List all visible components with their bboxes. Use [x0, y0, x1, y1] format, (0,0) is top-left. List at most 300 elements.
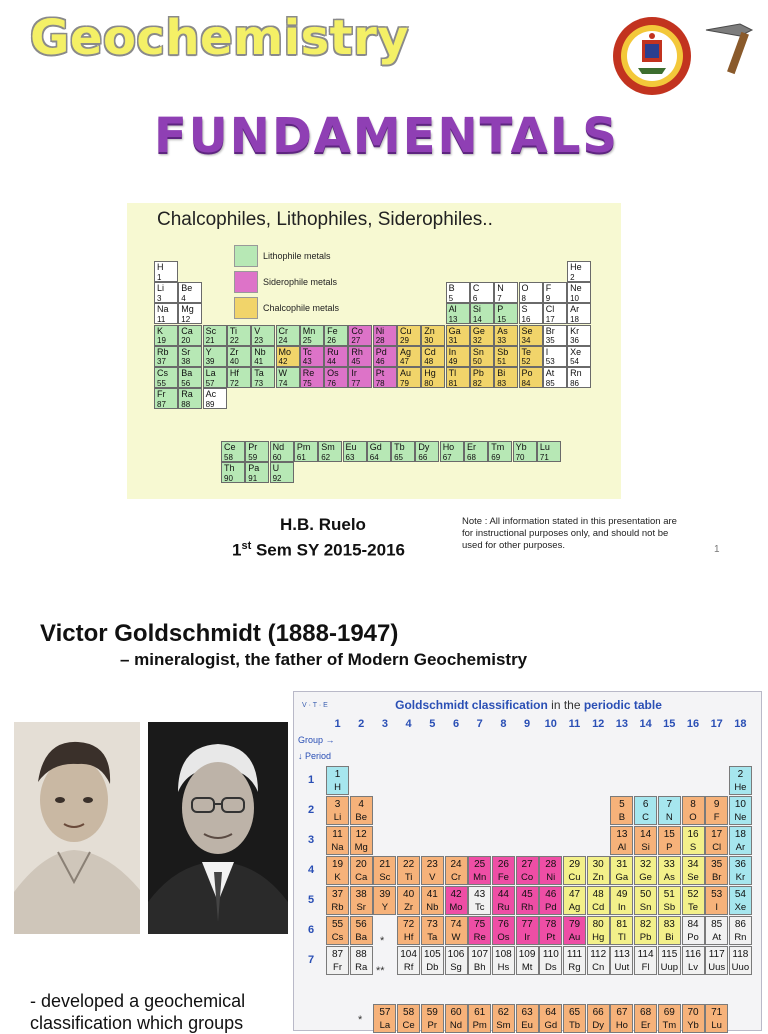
element-symbol: Os — [327, 368, 339, 378]
element-symbol: Po — [687, 932, 699, 943]
element-cell[interactable] — [539, 916, 562, 945]
element-cell[interactable] — [729, 916, 752, 945]
element-cell[interactable] — [350, 826, 373, 855]
element-symbol: Pd — [544, 902, 557, 913]
element-number: 83 — [663, 919, 675, 930]
element-symbol: In — [617, 902, 626, 913]
element-cell[interactable] — [610, 796, 633, 825]
element-cell[interactable] — [421, 886, 444, 915]
element-symbol: As — [497, 325, 508, 336]
element-symbol: Cs — [157, 368, 168, 378]
element-symbol: Tm — [662, 1020, 677, 1031]
group-number[interactable]: 2 — [358, 718, 365, 730]
element-number: 60 — [272, 452, 282, 462]
element-cell[interactable] — [610, 1004, 633, 1033]
element-number: 38 — [355, 889, 367, 900]
element-cell[interactable] — [350, 856, 373, 885]
group-number[interactable]: 1 — [334, 718, 341, 730]
element-number: 91 — [248, 473, 258, 483]
element-cell[interactable] — [492, 946, 515, 975]
element-number: 85 — [545, 378, 555, 388]
element-cell[interactable] — [610, 856, 633, 885]
element-symbol: P — [666, 842, 673, 853]
element-cell[interactable] — [658, 796, 681, 825]
element-number: 36 — [570, 336, 579, 346]
element-symbol: Te — [687, 902, 699, 913]
element-number: 18 — [734, 829, 746, 840]
element-number: 13 — [616, 829, 628, 840]
element-number: 37 — [331, 889, 344, 900]
element-symbol: Fe — [327, 325, 338, 336]
element-cell — [367, 441, 391, 462]
element-cell — [397, 346, 421, 367]
period-number[interactable]: 4 — [307, 864, 315, 876]
element-cell[interactable] — [729, 856, 752, 885]
element-cell[interactable] — [682, 826, 705, 855]
element-cell[interactable] — [516, 1004, 539, 1033]
element-symbol: Ar — [570, 304, 580, 315]
element-number: 82 — [640, 919, 652, 930]
element-symbol: At — [545, 368, 555, 378]
element-cell[interactable] — [326, 826, 349, 855]
group-number[interactable]: 8 — [500, 718, 507, 730]
element-symbol: Rn — [570, 368, 582, 378]
element-cell[interactable] — [492, 886, 515, 915]
element-cell[interactable] — [682, 796, 705, 825]
group-number[interactable]: 5 — [429, 718, 436, 730]
element-cell — [227, 325, 251, 346]
element-symbol: Nb — [426, 902, 439, 913]
element-number: 13 — [448, 314, 458, 324]
element-cell[interactable] — [350, 946, 373, 975]
element-number: 22 — [229, 336, 239, 346]
group-number[interactable]: 6 — [452, 718, 460, 730]
element-cell[interactable] — [350, 916, 373, 945]
element-symbol: Mt — [521, 962, 533, 973]
element-cell — [421, 367, 445, 388]
element-number: 43 — [474, 889, 486, 900]
element-cell[interactable] — [326, 946, 349, 975]
element-number: 40 — [403, 889, 415, 900]
element-cell[interactable] — [445, 1004, 468, 1033]
element-cell[interactable] — [468, 946, 491, 975]
element-cell — [324, 325, 348, 346]
element-cell — [154, 325, 178, 346]
element-cell — [178, 367, 202, 388]
element-cell[interactable] — [634, 886, 657, 915]
element-cell[interactable] — [658, 946, 681, 975]
element-cell — [519, 325, 543, 346]
element-number: 17 — [711, 829, 723, 840]
element-cell — [251, 325, 275, 346]
element-cell[interactable] — [634, 946, 657, 975]
element-cell[interactable] — [445, 856, 468, 885]
element-symbol: Sr — [356, 902, 366, 913]
element-cell — [494, 325, 518, 346]
element-cell[interactable] — [682, 886, 705, 915]
element-cell[interactable] — [539, 946, 562, 975]
element-cell — [494, 346, 518, 367]
element-cell[interactable] — [705, 886, 728, 915]
element-symbol: Eu — [521, 1020, 533, 1031]
element-cell[interactable] — [516, 946, 539, 975]
element-cell[interactable] — [682, 916, 705, 945]
element-symbol: N — [497, 283, 504, 294]
element-number: 64 — [369, 452, 379, 462]
chalcophile-periodic-table-figure — [127, 203, 621, 499]
group-number[interactable]: 14 — [639, 718, 652, 730]
element-cell[interactable] — [658, 826, 681, 855]
element-symbol: Rh — [521, 902, 534, 913]
element-number: 50 — [472, 357, 482, 367]
element-symbol: At — [712, 932, 722, 943]
element-cell[interactable] — [563, 946, 586, 975]
element-symbol: Ta — [427, 932, 438, 943]
legend-swatch — [234, 245, 258, 267]
element-cell[interactable] — [658, 886, 681, 915]
element-cell — [470, 367, 494, 388]
element-symbol: Fl — [641, 962, 650, 973]
element-symbol: Co — [351, 325, 363, 336]
element-cell[interactable] — [587, 946, 610, 975]
element-cell[interactable] — [682, 856, 705, 885]
element-cell[interactable] — [445, 886, 468, 915]
element-symbol: Mg — [354, 842, 368, 853]
element-cell[interactable] — [468, 916, 491, 945]
figure-title: Chalcophiles, Lithophiles, Siderophiles.. — [157, 209, 493, 230]
element-cell[interactable] — [705, 1004, 728, 1033]
element-number: 38 — [181, 357, 191, 367]
element-cell[interactable] — [563, 1004, 586, 1033]
element-number: 45 — [521, 889, 533, 900]
group-number[interactable]: 15 — [663, 718, 676, 730]
element-number: 16 — [687, 829, 699, 840]
element-cell[interactable] — [421, 946, 444, 975]
element-cell — [446, 325, 470, 346]
element-number: 88 — [355, 949, 367, 960]
element-cell[interactable] — [326, 886, 349, 915]
element-cell — [446, 303, 470, 324]
group-number[interactable]: 7 — [476, 718, 483, 730]
element-cell[interactable] — [326, 796, 349, 825]
element-number: 76 — [497, 919, 509, 930]
element-number: 72 — [229, 378, 239, 388]
element-number: 63 — [345, 452, 355, 462]
element-symbol: Sc — [379, 872, 391, 883]
element-cell — [446, 282, 470, 303]
element-symbol: Sb — [663, 902, 676, 913]
period-number[interactable]: 2 — [307, 804, 315, 816]
element-number: 6 — [472, 293, 478, 303]
element-number: 79 — [400, 378, 409, 388]
element-cell[interactable] — [539, 1004, 562, 1033]
element-cell[interactable] — [610, 916, 633, 945]
element-cell — [348, 346, 372, 367]
element-symbol: Uup — [660, 962, 679, 973]
element-cell — [324, 346, 348, 367]
element-symbol: Se — [687, 872, 699, 883]
element-symbol: Co — [521, 872, 534, 883]
element-symbol: Uus — [708, 962, 726, 973]
element-cell[interactable] — [634, 826, 657, 855]
element-symbol: Hf — [403, 932, 414, 943]
element-cell[interactable] — [350, 886, 373, 915]
element-number: 104 — [400, 949, 417, 960]
element-cell[interactable] — [610, 886, 633, 915]
group-number[interactable]: 12 — [592, 718, 605, 730]
element-cell — [543, 303, 567, 324]
element-cell[interactable] — [587, 1004, 610, 1033]
element-cell[interactable] — [729, 886, 752, 915]
element-symbol: H — [334, 782, 341, 793]
element-cell[interactable] — [326, 916, 349, 945]
element-symbol: Nd — [272, 442, 285, 452]
element-symbol: La — [205, 368, 216, 378]
element-cell[interactable] — [634, 856, 657, 885]
element-cell[interactable] — [492, 856, 515, 885]
element-number: 65 — [568, 1007, 581, 1018]
element-number: 86 — [734, 919, 746, 930]
element-number: 31 — [448, 336, 458, 346]
element-cell[interactable] — [468, 856, 491, 885]
element-cell[interactable] — [729, 766, 752, 795]
element-cell — [348, 325, 372, 346]
element-symbol: Xe — [734, 902, 747, 913]
element-number: 53 — [711, 889, 723, 900]
element-cell[interactable] — [492, 916, 515, 945]
element-number: 26 — [327, 336, 336, 346]
element-number: 51 — [663, 889, 675, 900]
element-symbol: Bi — [665, 932, 674, 943]
element-symbol: W — [278, 368, 287, 378]
title-link-periodic-table[interactable]: periodic table — [583, 698, 662, 712]
element-cell[interactable] — [634, 1004, 657, 1033]
element-cell[interactable] — [421, 856, 444, 885]
element-cell[interactable] — [705, 946, 728, 975]
group-number[interactable]: 3 — [381, 718, 388, 730]
element-cell[interactable] — [563, 916, 586, 945]
element-cell[interactable] — [729, 796, 752, 825]
element-number: 22 — [403, 859, 415, 870]
element-number: 41 — [254, 357, 264, 367]
element-cell[interactable] — [397, 1004, 420, 1033]
element-number: 55 — [331, 919, 344, 930]
group-number[interactable]: 4 — [405, 718, 412, 730]
element-cell[interactable] — [468, 886, 491, 915]
period-number[interactable]: 3 — [307, 834, 315, 846]
element-cell[interactable] — [729, 946, 752, 975]
group-number[interactable]: 18 — [734, 718, 747, 730]
element-cell[interactable] — [539, 886, 562, 915]
element-cell[interactable] — [658, 856, 681, 885]
element-number: 115 — [661, 949, 678, 960]
element-cell — [470, 282, 494, 303]
element-cell[interactable] — [373, 886, 396, 915]
element-number: 40 — [229, 357, 239, 367]
element-cell[interactable] — [445, 916, 468, 945]
element-cell[interactable] — [373, 1004, 396, 1033]
element-cell[interactable] — [705, 796, 728, 825]
element-number: 116 — [685, 949, 701, 960]
group-number[interactable]: 17 — [710, 718, 723, 730]
element-cell[interactable] — [421, 1004, 444, 1033]
element-number: 59 — [426, 1007, 438, 1018]
period-number[interactable]: 1 — [307, 774, 315, 786]
element-cell — [519, 282, 543, 303]
element-symbol: Fr — [157, 389, 166, 400]
element-number: 117 — [708, 949, 725, 960]
element-cell — [519, 367, 543, 388]
group-number[interactable]: 16 — [686, 718, 700, 730]
element-cell — [343, 441, 367, 462]
element-number: 58 — [403, 1007, 415, 1018]
element-symbol: Hg — [424, 368, 436, 378]
element-symbol: Ba — [355, 932, 367, 943]
element-number: 29 — [568, 859, 581, 870]
element-cell[interactable] — [682, 1004, 705, 1033]
period-number[interactable]: 5 — [307, 894, 315, 906]
element-number: 21 — [379, 859, 391, 870]
element-number: 14 — [472, 314, 482, 324]
element-symbol: Ag — [568, 902, 581, 913]
element-symbol: Ti — [229, 325, 238, 336]
element-symbol: Al — [448, 304, 457, 315]
element-number: 52 — [687, 889, 699, 900]
element-symbol: Ge — [472, 325, 485, 336]
element-number: 61 — [474, 1007, 486, 1018]
element-symbol: Ce — [224, 442, 236, 452]
element-symbol: Fe — [497, 872, 509, 883]
element-symbol: Yb — [687, 1020, 699, 1031]
element-symbol: Ru — [497, 902, 510, 913]
element-cell[interactable] — [397, 916, 420, 945]
element-cell[interactable] — [326, 766, 349, 795]
element-number: 92 — [272, 473, 282, 483]
vte-links[interactable]: V · T · E — [302, 702, 328, 709]
element-cell[interactable] — [516, 916, 539, 945]
element-number: 62 — [497, 1007, 509, 1018]
element-cell[interactable] — [634, 916, 657, 945]
element-cell[interactable] — [587, 886, 610, 915]
element-cell[interactable] — [563, 856, 586, 885]
group-label: Group → — [298, 735, 335, 745]
element-number: 28 — [375, 336, 385, 346]
element-cell[interactable] — [682, 946, 705, 975]
element-number: 81 — [448, 378, 458, 388]
element-cell[interactable] — [705, 856, 728, 885]
element-number: 106 — [447, 949, 465, 960]
page-number: 1 — [714, 544, 720, 555]
element-cell[interactable] — [397, 886, 420, 915]
element-cell[interactable] — [421, 916, 444, 945]
element-cell[interactable] — [350, 796, 373, 825]
element-number: 35 — [711, 859, 723, 870]
element-number: 55 — [157, 378, 166, 388]
element-cell[interactable] — [516, 886, 539, 915]
element-cell[interactable] — [373, 856, 396, 885]
element-number: 69 — [491, 452, 501, 462]
element-number: 4 — [181, 293, 186, 303]
element-cell[interactable] — [397, 946, 420, 975]
element-cell[interactable] — [729, 826, 752, 855]
element-cell[interactable] — [516, 856, 539, 885]
element-number: 26 — [497, 859, 509, 870]
element-number: 41 — [426, 889, 438, 900]
university-seal-icon — [612, 16, 692, 96]
element-cell[interactable] — [397, 856, 420, 885]
element-cell — [221, 462, 245, 483]
title-link-classification[interactable]: Goldschmidt classification — [395, 698, 548, 712]
element-cell — [415, 441, 439, 462]
element-symbol: Cu — [568, 872, 581, 883]
element-cell[interactable] — [705, 826, 728, 855]
element-symbol: Rf — [403, 962, 414, 973]
group-number[interactable]: 13 — [615, 718, 629, 730]
element-cell — [270, 441, 294, 462]
element-cell[interactable] — [492, 1004, 515, 1033]
table-title: Goldschmidt classification in the periodic table — [395, 698, 662, 712]
element-symbol: U — [272, 463, 280, 473]
element-cell[interactable] — [468, 1004, 491, 1033]
element-symbol: Si — [641, 842, 650, 853]
element-number: 12 — [181, 314, 191, 324]
element-cell — [494, 282, 518, 303]
element-symbol: Li — [333, 812, 342, 823]
element-number: 82 — [472, 378, 482, 388]
element-cell[interactable] — [563, 886, 586, 915]
element-number: 57 — [379, 1007, 391, 1018]
group-number[interactable]: 11 — [568, 718, 581, 730]
period-number[interactable]: 6 — [307, 924, 315, 936]
element-number: 86 — [570, 378, 579, 388]
element-symbol: Er — [467, 442, 476, 452]
element-cell[interactable] — [326, 856, 349, 885]
element-cell — [397, 325, 421, 346]
element-cell[interactable] — [539, 856, 562, 885]
element-symbol: Tb — [394, 442, 405, 452]
element-cell — [178, 303, 202, 324]
element-cell — [154, 261, 178, 282]
element-cell[interactable] — [587, 856, 610, 885]
element-symbol: Tm — [491, 442, 505, 452]
element-cell — [567, 261, 591, 282]
element-symbol: Rb — [331, 902, 344, 913]
element-number: 36 — [734, 859, 746, 870]
group-number[interactable]: 9 — [524, 718, 531, 730]
element-symbol: Tl — [448, 368, 457, 378]
element-cell[interactable] — [610, 826, 633, 855]
element-cell[interactable] — [634, 796, 657, 825]
goldschmidt-young-photo — [14, 722, 140, 934]
element-symbol: I — [715, 902, 718, 913]
element-cell[interactable] — [587, 916, 610, 945]
element-number: 34 — [521, 336, 531, 346]
element-number: 47 — [400, 357, 409, 367]
element-symbol: Ir — [524, 932, 530, 943]
element-cell[interactable] — [445, 946, 468, 975]
element-number: 62 — [321, 452, 331, 462]
period-number[interactable]: 7 — [307, 954, 315, 966]
element-number: 27 — [351, 336, 361, 346]
element-cell[interactable] — [610, 946, 633, 975]
element-symbol: He — [570, 262, 582, 272]
group-number[interactable]: 10 — [544, 718, 557, 730]
element-cell[interactable] — [658, 916, 681, 945]
element-cell[interactable] — [705, 916, 728, 945]
element-symbol: Uut — [614, 962, 630, 973]
element-cell[interactable] — [658, 1004, 681, 1033]
element-number: 3 — [334, 799, 341, 810]
